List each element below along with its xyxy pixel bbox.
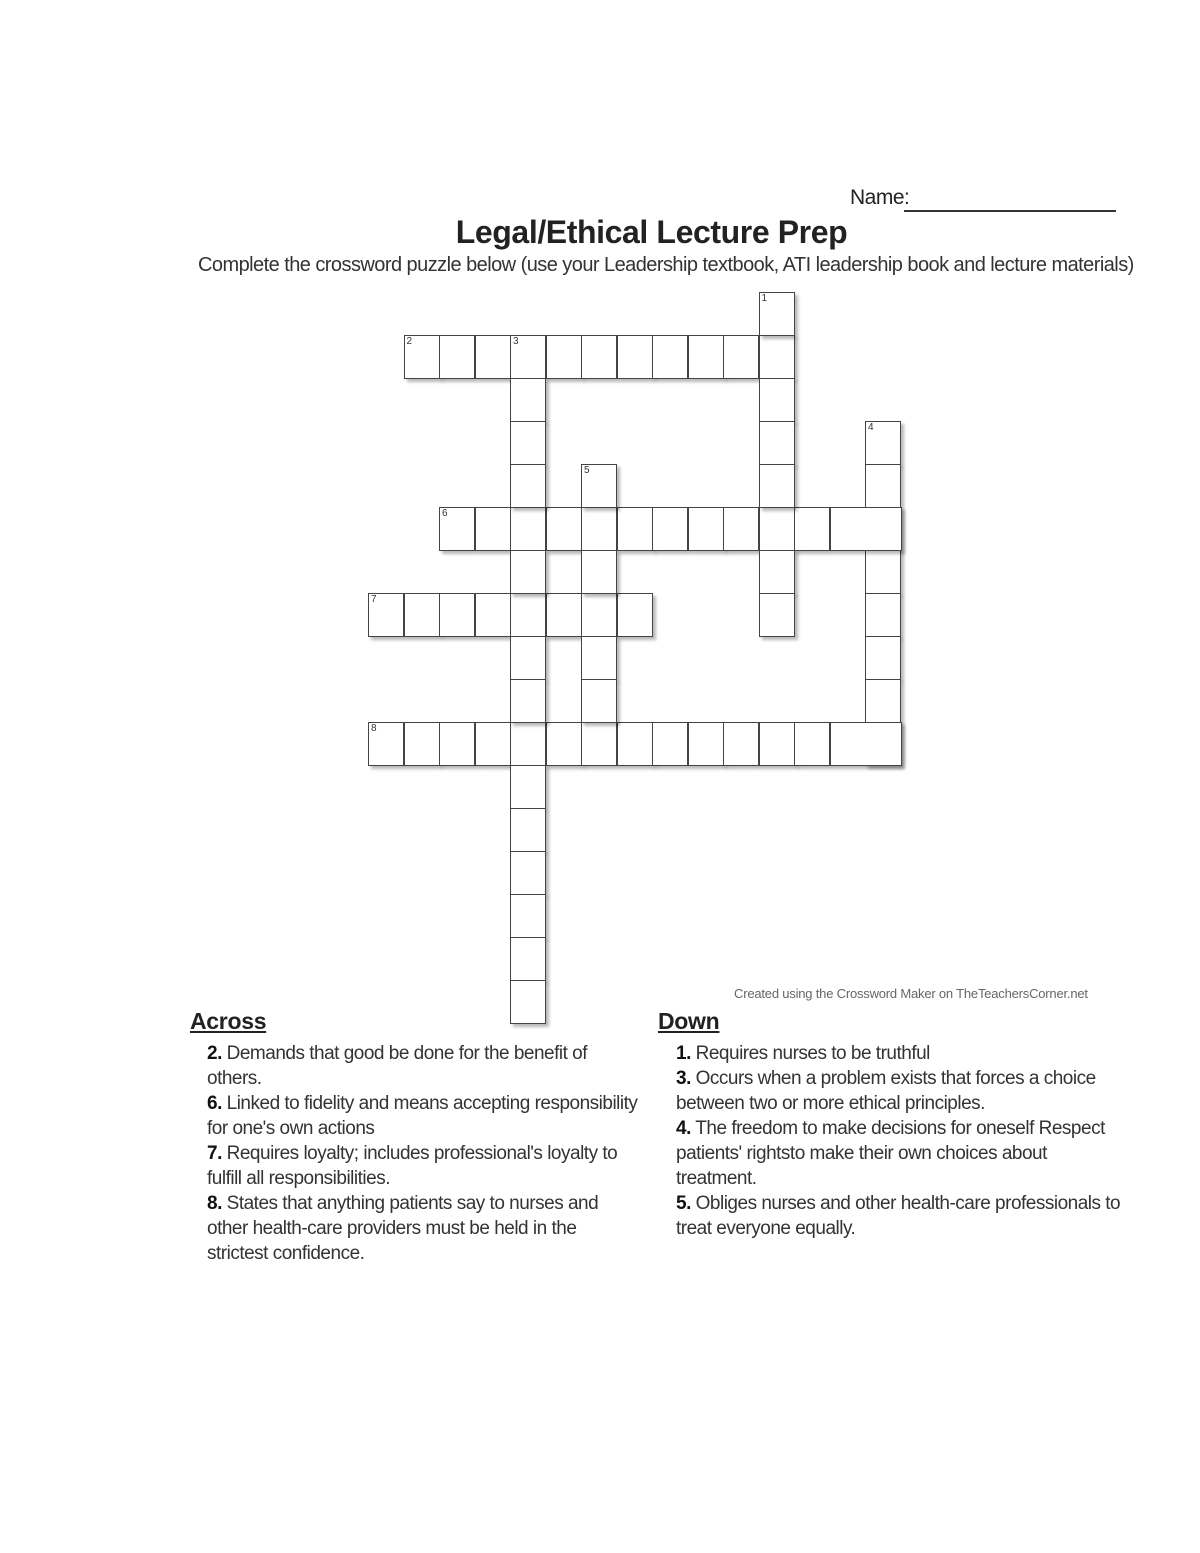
name-blank-line[interactable] — [904, 210, 1116, 212]
clue-text: Demands that good be done for the benefit of others. — [207, 1043, 588, 1089]
credit-line: Created using the Crossword Maker on TheTeachersCorner.net — [734, 986, 1088, 1001]
crossword-cell[interactable] — [475, 593, 511, 637]
clue-number-label: 5 — [584, 465, 590, 476]
clue-number: 7. — [207, 1143, 222, 1164]
crossword-cell[interactable] — [581, 636, 617, 680]
crossword-cell[interactable] — [510, 851, 546, 895]
crossword-cell[interactable] — [865, 464, 901, 508]
crossword-cell-4[interactable] — [865, 421, 901, 465]
crossword-cell[interactable] — [865, 593, 901, 637]
crossword-cell[interactable] — [794, 722, 830, 766]
crossword-cell-1[interactable] — [759, 292, 795, 336]
crossword-cell[interactable] — [652, 722, 688, 766]
crossword-cell[interactable] — [652, 335, 688, 379]
clue-number: 1. — [676, 1043, 691, 1064]
crossword-cell[interactable] — [510, 937, 546, 981]
crossword-cell[interactable] — [759, 378, 795, 422]
across-clues — [190, 1008, 640, 1266]
crossword-cell[interactable] — [830, 722, 902, 766]
clue-number-label: 4 — [868, 422, 874, 433]
across-clue — [190, 1041, 640, 1091]
crossword-cell[interactable] — [723, 507, 759, 551]
name-label: Name: — [850, 186, 910, 209]
page-subtitle: Complete the crossword puzzle below (use your Leadership textbook, ATI leadership book and lecture materials) — [198, 254, 1134, 276]
crossword-cell[interactable] — [794, 507, 830, 551]
clue-number: 2. — [207, 1043, 222, 1064]
crossword-cell[interactable] — [865, 679, 901, 723]
crossword-cell[interactable] — [652, 507, 688, 551]
across-clue — [190, 1091, 640, 1141]
crossword-cell[interactable] — [546, 593, 582, 637]
across-heading: Across — [190, 1008, 267, 1034]
crossword-cell[interactable] — [617, 507, 653, 551]
crossword-cell[interactable] — [439, 335, 475, 379]
name-field[interactable] — [850, 186, 1116, 216]
clue-number: 4. — [676, 1118, 691, 1139]
crossword-cell[interactable] — [510, 679, 546, 723]
crossword-cell[interactable] — [404, 722, 440, 766]
crossword-cell[interactable] — [688, 722, 724, 766]
crossword-cell[interactable] — [546, 507, 582, 551]
clue-text: Occurs when a problem exists that forces a choice between two or more ethical principles. — [676, 1068, 1096, 1114]
clue-text: Requires nurses to be truthful — [695, 1043, 930, 1064]
clue-number: 8. — [207, 1193, 222, 1214]
crossword-cell-5[interactable] — [581, 464, 617, 508]
clue-text: Obliges nurses and other health-care professionals to treat everyone equally. — [676, 1193, 1121, 1239]
crossword-cell[interactable] — [688, 507, 724, 551]
crossword-cell[interactable] — [510, 550, 546, 594]
down-clue — [658, 1041, 1128, 1066]
down-heading: Down — [658, 1008, 720, 1034]
clue-text: The freedom to make decisions for oneself Respect patients' rightsto make their own choices about treatment. — [676, 1118, 1105, 1189]
clue-text: Linked to fidelity and means accepting responsibility for one's own actions — [207, 1093, 638, 1139]
crossword-cell[interactable] — [617, 593, 653, 637]
crossword-cell[interactable] — [404, 593, 440, 637]
down-clue — [658, 1191, 1128, 1241]
crossword-cell-6[interactable] — [439, 507, 475, 551]
clue-number-label: 2 — [406, 336, 413, 347]
crossword-cell[interactable] — [510, 421, 546, 465]
crossword-cell[interactable] — [510, 464, 546, 508]
crossword-cell[interactable] — [510, 636, 546, 680]
crossword-cell[interactable] — [617, 722, 653, 766]
crossword-cell[interactable] — [581, 679, 617, 723]
crossword-cell[interactable] — [759, 722, 795, 766]
crossword-cell-8[interactable] — [368, 722, 404, 766]
crossword-cell[interactable] — [759, 593, 795, 637]
clue-text: Requires loyalty; includes professional's loyalty to fulfill all responsibilities. — [207, 1143, 618, 1189]
crossword-cell[interactable] — [759, 507, 795, 551]
crossword-cell[interactable] — [723, 722, 759, 766]
crossword-cell[interactable] — [617, 335, 653, 379]
crossword-cell[interactable] — [439, 722, 475, 766]
crossword-cell[interactable] — [439, 593, 475, 637]
down-clue — [658, 1066, 1128, 1116]
crossword-cell[interactable] — [865, 636, 901, 680]
clue-number-label: 8 — [371, 723, 377, 734]
crossword-cell[interactable] — [759, 335, 795, 379]
down-clue — [658, 1116, 1128, 1191]
crossword-cell[interactable] — [475, 507, 511, 551]
crossword-cell-7[interactable] — [368, 593, 404, 637]
crossword-cell[interactable] — [546, 722, 582, 766]
page-title: Legal/Ethical Lecture Prep — [455, 214, 848, 250]
clue-number: 3. — [676, 1068, 691, 1089]
crossword-cell[interactable] — [475, 335, 511, 379]
crossword-cell[interactable] — [581, 335, 617, 379]
crossword-cell[interactable] — [865, 550, 901, 594]
crossword-cell[interactable] — [510, 722, 546, 766]
clue-number-label: 3 — [513, 336, 519, 347]
crossword-cell[interactable] — [510, 808, 546, 852]
clue-text: States that anything patients say to nurses and other health-care providers must be held in the strictest confidence. — [207, 1193, 599, 1264]
clue-number: 5. — [676, 1193, 691, 1214]
crossword-cell[interactable] — [510, 593, 546, 637]
crossword-cell[interactable] — [688, 335, 724, 379]
crossword-cell[interactable] — [510, 507, 546, 551]
clue-number-label: 7 — [371, 594, 377, 605]
across-clue — [190, 1191, 640, 1266]
crossword-cell[interactable] — [546, 335, 582, 379]
crossword-cell[interactable] — [581, 722, 617, 766]
crossword-cell-3[interactable] — [510, 335, 546, 379]
crossword-cell[interactable] — [510, 765, 546, 809]
crossword-cell[interactable] — [510, 378, 546, 422]
crossword-cell[interactable] — [830, 507, 902, 551]
crossword-cell-2[interactable] — [404, 335, 440, 379]
down-clues — [658, 1008, 1128, 1241]
crossword-cell[interactable] — [510, 894, 546, 938]
across-clue — [190, 1141, 640, 1191]
crossword-cell[interactable] — [581, 550, 617, 594]
clue-number: 6. — [207, 1093, 222, 1114]
clue-number-label: 6 — [442, 508, 448, 519]
crossword-cell[interactable] — [759, 421, 795, 465]
crossword-cell[interactable] — [759, 464, 795, 508]
crossword-cell[interactable] — [723, 335, 759, 379]
crossword-cell[interactable] — [759, 550, 795, 594]
crossword-cell[interactable] — [581, 593, 617, 637]
clue-number-label: 1 — [761, 293, 768, 304]
crossword-cell[interactable] — [581, 507, 617, 551]
crossword-cell[interactable] — [475, 722, 511, 766]
